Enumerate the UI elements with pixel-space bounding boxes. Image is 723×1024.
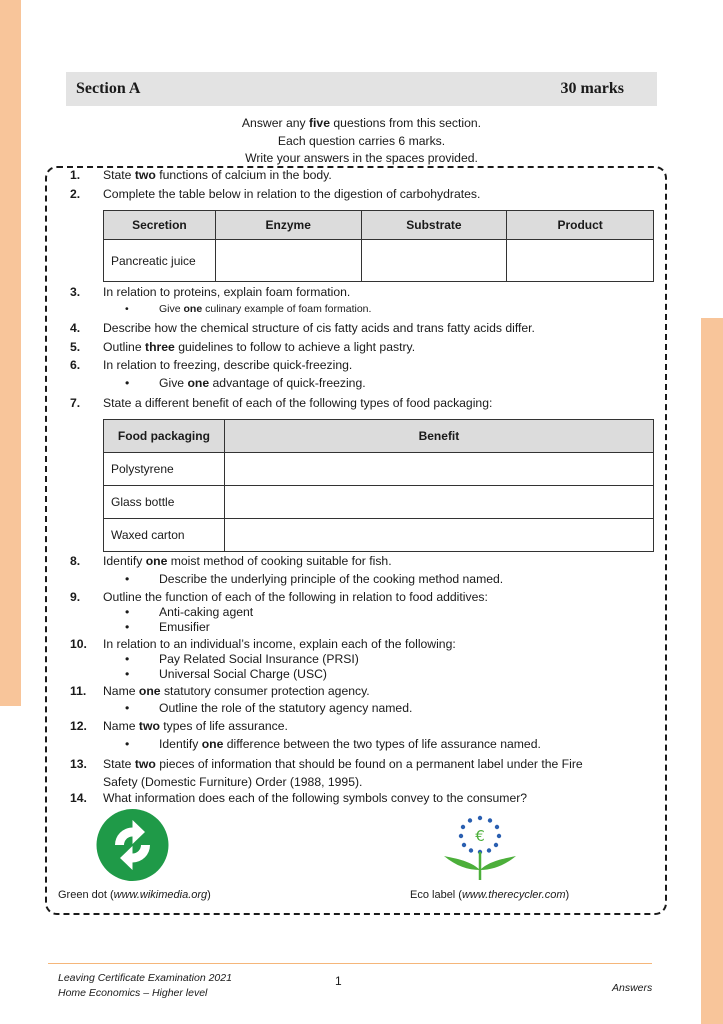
footer-subject: Home Economics – Higher level	[58, 987, 208, 999]
svg-text:€: €	[475, 827, 485, 845]
answer-cell[interactable]	[224, 453, 653, 486]
digestion-table	[103, 210, 654, 282]
answer-cell[interactable]	[507, 240, 654, 282]
eco-label-icon	[438, 812, 522, 884]
table-header: Substrate	[361, 211, 507, 240]
question-9-sub: • Emusifier	[125, 620, 210, 634]
question-5: 5. Outline three guidelines to follow to achieve a light pastry.	[70, 340, 416, 354]
eco-label-caption: Eco label (www.therecycler.com)	[410, 889, 570, 901]
question-6: 6. In relation to freezing, describe quick-freezing.	[70, 358, 353, 372]
question-9: 9. Outline the function of each of the following in relation to food additives:	[70, 590, 488, 604]
answer-cell[interactable]	[224, 486, 653, 519]
footer-divider	[48, 963, 652, 964]
question-9-sub: • Anti-caking agent	[125, 605, 254, 619]
table-header: Benefit	[224, 420, 653, 453]
table-header: Enzyme	[215, 211, 361, 240]
table-header: Product	[507, 211, 654, 240]
question-8: 8. Identify one moist method of cooking suitable for fish.	[70, 554, 392, 568]
question-2: 2. Complete the table below in relation to the digestion of carbohydrates.	[70, 187, 481, 201]
question-7: 7. State a different benefit of each of the following types of food packaging:	[70, 396, 493, 410]
answer-cell[interactable]	[224, 519, 653, 552]
question-1: 1. State two functions of calcium in the body.	[70, 168, 332, 182]
question-3-sub: • Give one culinary example of foam formation.	[125, 303, 372, 315]
right-margin-bar	[701, 318, 723, 1024]
question-10-sub: • Pay Related Social Insurance (PRSI)	[125, 652, 359, 666]
table-cell: Pancreatic juice	[104, 240, 216, 282]
section-header	[66, 72, 657, 106]
question-10-sub: • Universal Social Charge (USC)	[125, 667, 327, 681]
question-10: 10. In relation to an individual’s income, explain each of the following:	[70, 637, 456, 651]
table-cell: Waxed carton	[104, 519, 225, 552]
question-12: 12. Name two types of life assurance.	[70, 719, 288, 733]
question-4: 4. Describe how the chemical structure of cis fatty acids and trans fatty acids differ.	[70, 321, 535, 335]
green-dot-icon	[95, 807, 170, 883]
green-dot-caption: Green dot (www.wikimedia.org)	[58, 889, 211, 901]
question-11-sub: • Outline the role of the statutory agency named.	[125, 701, 413, 715]
question-6-sub: • Give one advantage of quick-freezing.	[125, 376, 366, 390]
instruction-line-1: Answer any five questions from this section.	[241, 116, 482, 130]
left-margin-bar	[0, 0, 21, 706]
answer-cell[interactable]	[215, 240, 361, 282]
footer-exam: Leaving Certificate Examination 2021	[58, 972, 232, 984]
page-number: 1	[335, 974, 342, 988]
question-13-continued: Safety (Domestic Furniture) Order (1988, 1995).	[103, 775, 363, 789]
section-title: Section A	[76, 80, 141, 97]
question-11: 11. Name one statutory consumer protection agency.	[70, 684, 370, 698]
answer-cell[interactable]	[361, 240, 507, 282]
question-8-sub: • Describe the underlying principle of the cooking method named.	[125, 572, 504, 586]
question-13: 13. State two pieces of information that should be found on a permanent label under the Fire	[70, 757, 583, 771]
table-header: Food packaging	[104, 420, 225, 453]
instruction-line-3: Write your answers in the spaces provided.	[245, 151, 478, 165]
table-cell: Polystyrene	[104, 453, 225, 486]
packaging-table	[103, 419, 654, 552]
section-marks: 30 marks	[560, 80, 624, 97]
footer-answers: Answers	[612, 982, 653, 994]
question-12-sub: • Identify one difference between the two types of life assurance named.	[125, 737, 541, 751]
instruction-line-2: Each question carries 6 marks.	[277, 134, 446, 148]
question-3: 3. In relation to proteins, explain foam formation.	[70, 285, 351, 299]
table-cell: Glass bottle	[104, 486, 225, 519]
table-header: Secretion	[104, 211, 216, 240]
question-14: 14. What information does each of the following symbols convey to the consumer?	[70, 791, 528, 805]
